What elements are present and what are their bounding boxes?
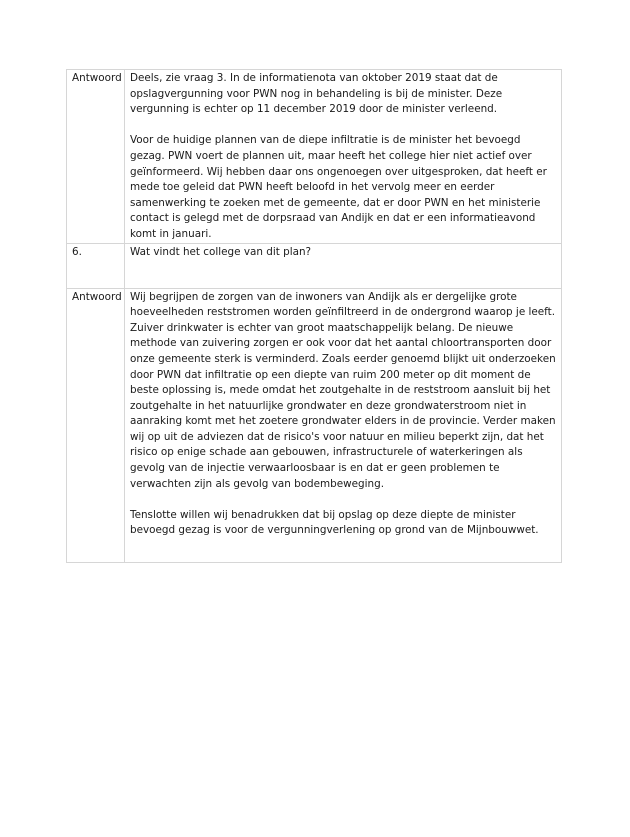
- question-number: 6.: [67, 243, 125, 288]
- answer-paragraph: Deels, zie vraag 3. In de informatienota van oktober 2019 staat dat de opslagvergunning voor PWN nog in behandeling is bij de minister. Deze vergunning is echter op 11 december 2019 door de minister verleend.: [130, 72, 503, 116]
- row-label: Antwoord: [67, 288, 125, 562]
- answer-cell: [125, 288, 562, 562]
- row-label: Antwoord: [67, 70, 125, 244]
- table-row-answer-5: [67, 70, 562, 244]
- qa-table: [66, 69, 562, 563]
- answer-paragraph: Wij begrijpen de zorgen van de inwoners van Andijk als er dergelijke grote hoeveelheden reststromen worden geïnfiltreerd in de ondergrond waarop je leeft. Zuiver drinkwater is echter van groot maatschappelijk belang. De nieuwe methode van zuivering zorgen er ook voor dat het aantal chloortransporten door onze gemeente sterk is verminderd. Zoals eerder genoemd blijkt uit onderzoeken door PWN dat infiltratie op een diepte van ruim 200 meter op dit moment de beste oplossing is, mede omdat het zoutgehalte in de reststroom aansluit bij het zoutgehalte in het natuurlijke grondwater en deze grondwaterstroom niet in aanraking komt met het zoetere grondwater elders in de provincie. Verder maken wij op uit de adviezen dat de risico's voor natuur en milieu beperkt zijn, dat het risico op enige schade aan gebouwen, infrastructurele of waterkeringen als gevolg van de injectie verwaarloosbaar is en dat er geen problemen te verwachten zijn als gevolg van bodembeweging.: [130, 290, 556, 490]
- question-cell: [125, 243, 562, 288]
- table-row-question-6: [67, 243, 562, 288]
- answer-paragraph: Tenslotte willen wij benadrukken dat bij opslag op deze diepte de minister bevoegd gezag is voor de vergunningverlening op grond van de Mijnbouwwet.: [130, 508, 539, 537]
- table-row-answer-6: [67, 288, 562, 562]
- answer-cell: [125, 70, 562, 244]
- question-text: Wat vindt het college van dit plan?: [130, 245, 312, 258]
- answer-paragraph: Voor de huidige plannen van de diepe infiltratie is de minister het bevoegd gezag. PWN voert de plannen uit, maar heeft het college hier niet actief over geïnformeerd. Wij hebben daar ons ongenoegen over uitgesproken, dat heeft er mede toe geleid dat PWN heeft beloofd in het vervolg meer en eerder samenwerking te zoeken met de gemeente, dat er door PWN en het ministerie contact is gelegd met de dorpsraad van Andijk en dat er een informatieavond komt in januari.: [130, 134, 547, 240]
